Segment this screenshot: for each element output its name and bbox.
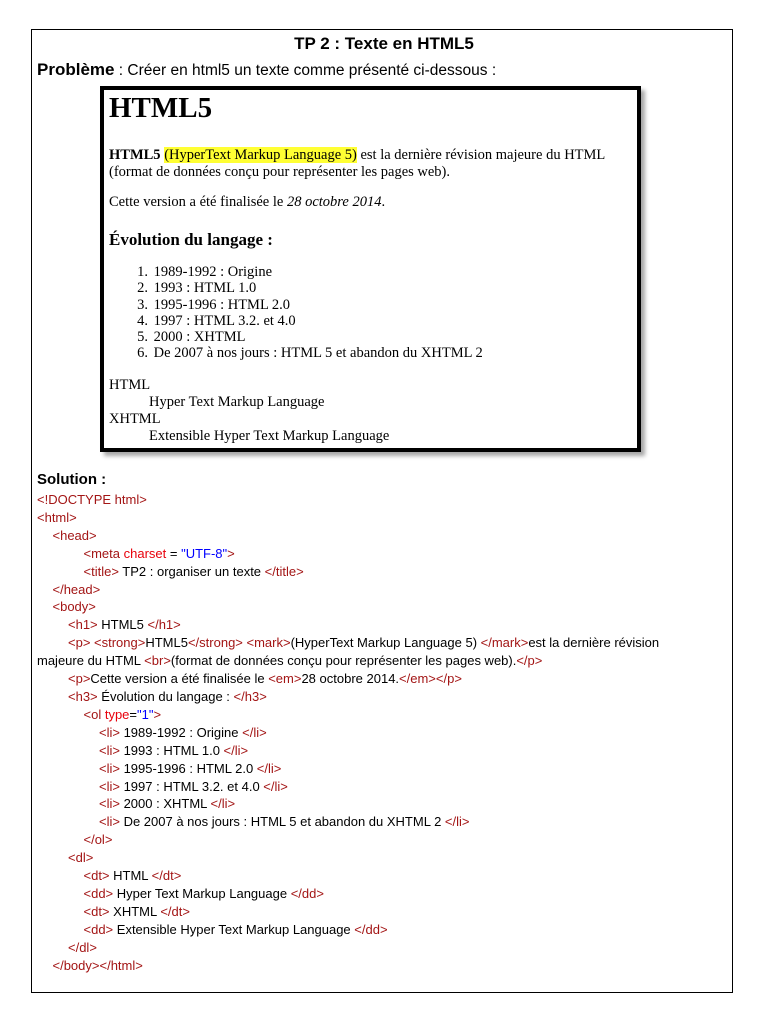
code-token: De 2007 à nos jours : HTML 5 et abandon du XHTML 2 — [119, 814, 445, 830]
code-token: charset — [123, 545, 167, 561]
preview-list-text: 1989-1992 : Origine — [153, 264, 273, 280]
code-line — [37, 527, 727, 545]
code-line — [37, 885, 727, 903]
code-token: (format de données conçu pour représenter les pages web). — [170, 653, 517, 669]
code-line — [37, 634, 727, 652]
code-token: <dl> — [68, 850, 94, 866]
preview-subheading: Évolution du langage : — [109, 230, 273, 249]
code-token: 2000 : XHTML — [119, 796, 211, 812]
code-token: <title> — [83, 563, 119, 579]
preview-list-text: De 2007 à nos jours : HTML 5 et abandon du XHTML 2 — [153, 345, 483, 362]
code-token: type — [104, 706, 130, 722]
code-token: </li> — [256, 760, 282, 776]
code-token: <meta — [83, 545, 124, 561]
preview-list-number: 6. — [137, 345, 148, 362]
code-token: XHTML — [109, 903, 161, 919]
code-token: = — [129, 706, 137, 722]
code-line — [37, 760, 727, 778]
code-token: </em></p> — [399, 671, 462, 687]
code-token: </li> — [242, 724, 267, 740]
preview-date: 28 octobre 2014 — [286, 194, 382, 210]
code-token: <!DOCTYPE html> — [37, 492, 147, 507]
preview-paragraph-2 — [109, 194, 385, 211]
code-token: TP2 : organiser un texte — [118, 563, 265, 579]
code-token: 28 octobre 2014. — [301, 671, 400, 687]
code-line — [37, 581, 727, 599]
preview-definition-list — [109, 377, 389, 445]
code-token: </dt> — [160, 903, 190, 919]
code-token: </mark> — [480, 635, 529, 651]
code-token: <li> — [99, 796, 120, 812]
preview-list-number: 1. — [137, 264, 148, 280]
preview-p1-rest: est la dernière révision majeure du HTML — [356, 147, 606, 163]
code-line — [37, 491, 727, 509]
code-token: <li> — [99, 814, 120, 830]
code-token: <h3> — [68, 688, 98, 704]
code-token: </ol> — [83, 832, 113, 848]
code-token: <dd> — [83, 921, 114, 937]
code-token: <br> — [144, 653, 171, 669]
code-token: <html> — [37, 509, 77, 525]
code-line — [37, 939, 727, 957]
code-token: <em> — [268, 671, 302, 687]
code-line — [37, 616, 727, 634]
code-line — [37, 867, 727, 885]
code-token: </head> — [52, 581, 101, 597]
preview-dl-definition: Hyper Text Markup Language — [149, 394, 325, 410]
rendered-preview-box — [100, 86, 641, 452]
code-token: est la dernière révision — [528, 635, 660, 651]
preview-list-item — [128, 264, 483, 280]
code-token: <head> — [52, 527, 97, 543]
preview-p2-end: . — [381, 194, 386, 210]
code-token: = — [166, 545, 182, 561]
code-token: Hyper Text Markup Language — [113, 885, 291, 901]
code-token: 1989-1992 : Origine — [119, 724, 243, 740]
preview-list-text: 1995-1996 : HTML 2.0 — [153, 296, 291, 313]
code-token: <li> — [99, 760, 120, 776]
code-token: </li> — [223, 742, 249, 758]
code-token: </p> — [516, 653, 543, 669]
code-token: </dt> — [151, 868, 182, 884]
code-token: <body> — [52, 599, 96, 615]
problem-text: : Créer en html5 un texte comme présenté ci-dessous : — [114, 62, 497, 79]
code-line — [37, 778, 727, 796]
code-token: 1997 : HTML 3.2. et 4.0 — [119, 778, 264, 794]
code-token: > — [153, 706, 162, 722]
code-token: <dt> — [83, 868, 110, 884]
code-token: </h1> — [147, 617, 181, 633]
code-line — [37, 921, 727, 939]
code-line — [37, 706, 727, 724]
solution-code-block — [37, 491, 727, 974]
code-line — [37, 545, 727, 563]
code-token: "1" — [137, 706, 154, 722]
code-line — [37, 957, 727, 975]
code-token: majeure du HTML — [37, 653, 145, 669]
code-token: 1993 : HTML 1.0 — [119, 742, 224, 758]
code-token: Cette version a été finalisée le — [90, 671, 269, 687]
preview-list-number: 5. — [137, 329, 148, 346]
code-line — [37, 795, 727, 813]
preview-list-item — [128, 329, 483, 345]
preview-strong: HTML5 — [109, 147, 161, 163]
code-token: 1995-1996 : HTML 2.0 — [119, 760, 257, 776]
preview-ordered-list — [128, 264, 483, 362]
code-token: Extensible Hyper Text Markup Language — [113, 921, 355, 937]
code-line — [37, 670, 727, 688]
code-token: <dd> — [83, 885, 114, 901]
code-token: </h3> — [233, 688, 267, 704]
code-token: </li> — [263, 778, 288, 794]
code-line — [37, 903, 727, 921]
preview-list-number: 3. — [137, 296, 148, 313]
code-token: </dd> — [354, 921, 388, 937]
code-line — [37, 652, 727, 670]
preview-list-text: 2000 : XHTML — [153, 329, 246, 346]
code-token: </dd> — [290, 885, 324, 901]
code-token: (HyperText Markup Language 5) — [290, 635, 481, 651]
preview-list-text: 1997 : HTML 3.2. et 4.0 — [153, 312, 296, 329]
preview-p2-text: Cette version a été finalisée le — [109, 194, 287, 210]
code-token: </dl> — [68, 939, 97, 955]
preview-dl-definition: Extensible Hyper Text Markup Language — [149, 428, 390, 444]
preview-mark: (HyperText Markup Language 5) — [164, 147, 357, 163]
code-line — [37, 813, 727, 831]
preview-paragraph-1 — [109, 147, 639, 181]
code-line — [37, 688, 727, 706]
code-token: <dt> — [83, 903, 110, 919]
preview-list-number: 2. — [137, 280, 148, 297]
code-token: HTML — [109, 868, 152, 884]
code-line — [37, 598, 727, 616]
code-token: > — [227, 545, 235, 561]
code-line — [37, 742, 727, 760]
code-token: <p> <strong> — [68, 635, 146, 651]
code-token: <li> — [99, 724, 120, 740]
code-token: </title> — [264, 563, 304, 579]
problem-statement — [37, 60, 496, 80]
code-token: "UTF-8" — [181, 545, 228, 561]
code-line — [37, 509, 727, 527]
code-token: </strong> <mark> — [187, 635, 291, 651]
code-token: <li> — [99, 778, 120, 794]
preview-dl-term: HTML — [109, 377, 151, 393]
code-line — [37, 724, 727, 742]
preview-list-number: 4. — [137, 312, 148, 329]
preview-list-text: 1993 : HTML 1.0 — [153, 280, 257, 297]
code-token: <ol — [83, 706, 105, 722]
preview-p1-line2: (format de données conçu pour représenter les pages web). — [109, 164, 451, 180]
code-token: </body></html> — [52, 957, 143, 973]
code-line — [37, 849, 727, 867]
document-title: TP 2 : Texte en HTML5 — [294, 34, 474, 53]
preview-list-item — [128, 297, 483, 313]
code-line — [37, 831, 727, 849]
problem-label: Problème — [37, 60, 115, 79]
code-token: </li> — [210, 796, 236, 812]
code-token: <li> — [99, 742, 120, 758]
preview-heading: HTML5 — [109, 92, 213, 124]
preview-list-item — [128, 313, 483, 329]
code-line — [37, 563, 727, 581]
preview-list-item — [128, 280, 483, 296]
preview-list-item — [128, 345, 483, 361]
code-token: HTML5 — [145, 635, 188, 651]
code-token: HTML5 — [97, 617, 148, 633]
code-token: <p> — [68, 671, 91, 687]
preview-dl-term: XHTML — [109, 411, 161, 427]
code-token: </li> — [444, 814, 470, 830]
solution-label: Solution : — [37, 471, 107, 488]
code-token: <h1> — [68, 617, 98, 633]
code-token: Évolution du langage : — [97, 688, 234, 704]
